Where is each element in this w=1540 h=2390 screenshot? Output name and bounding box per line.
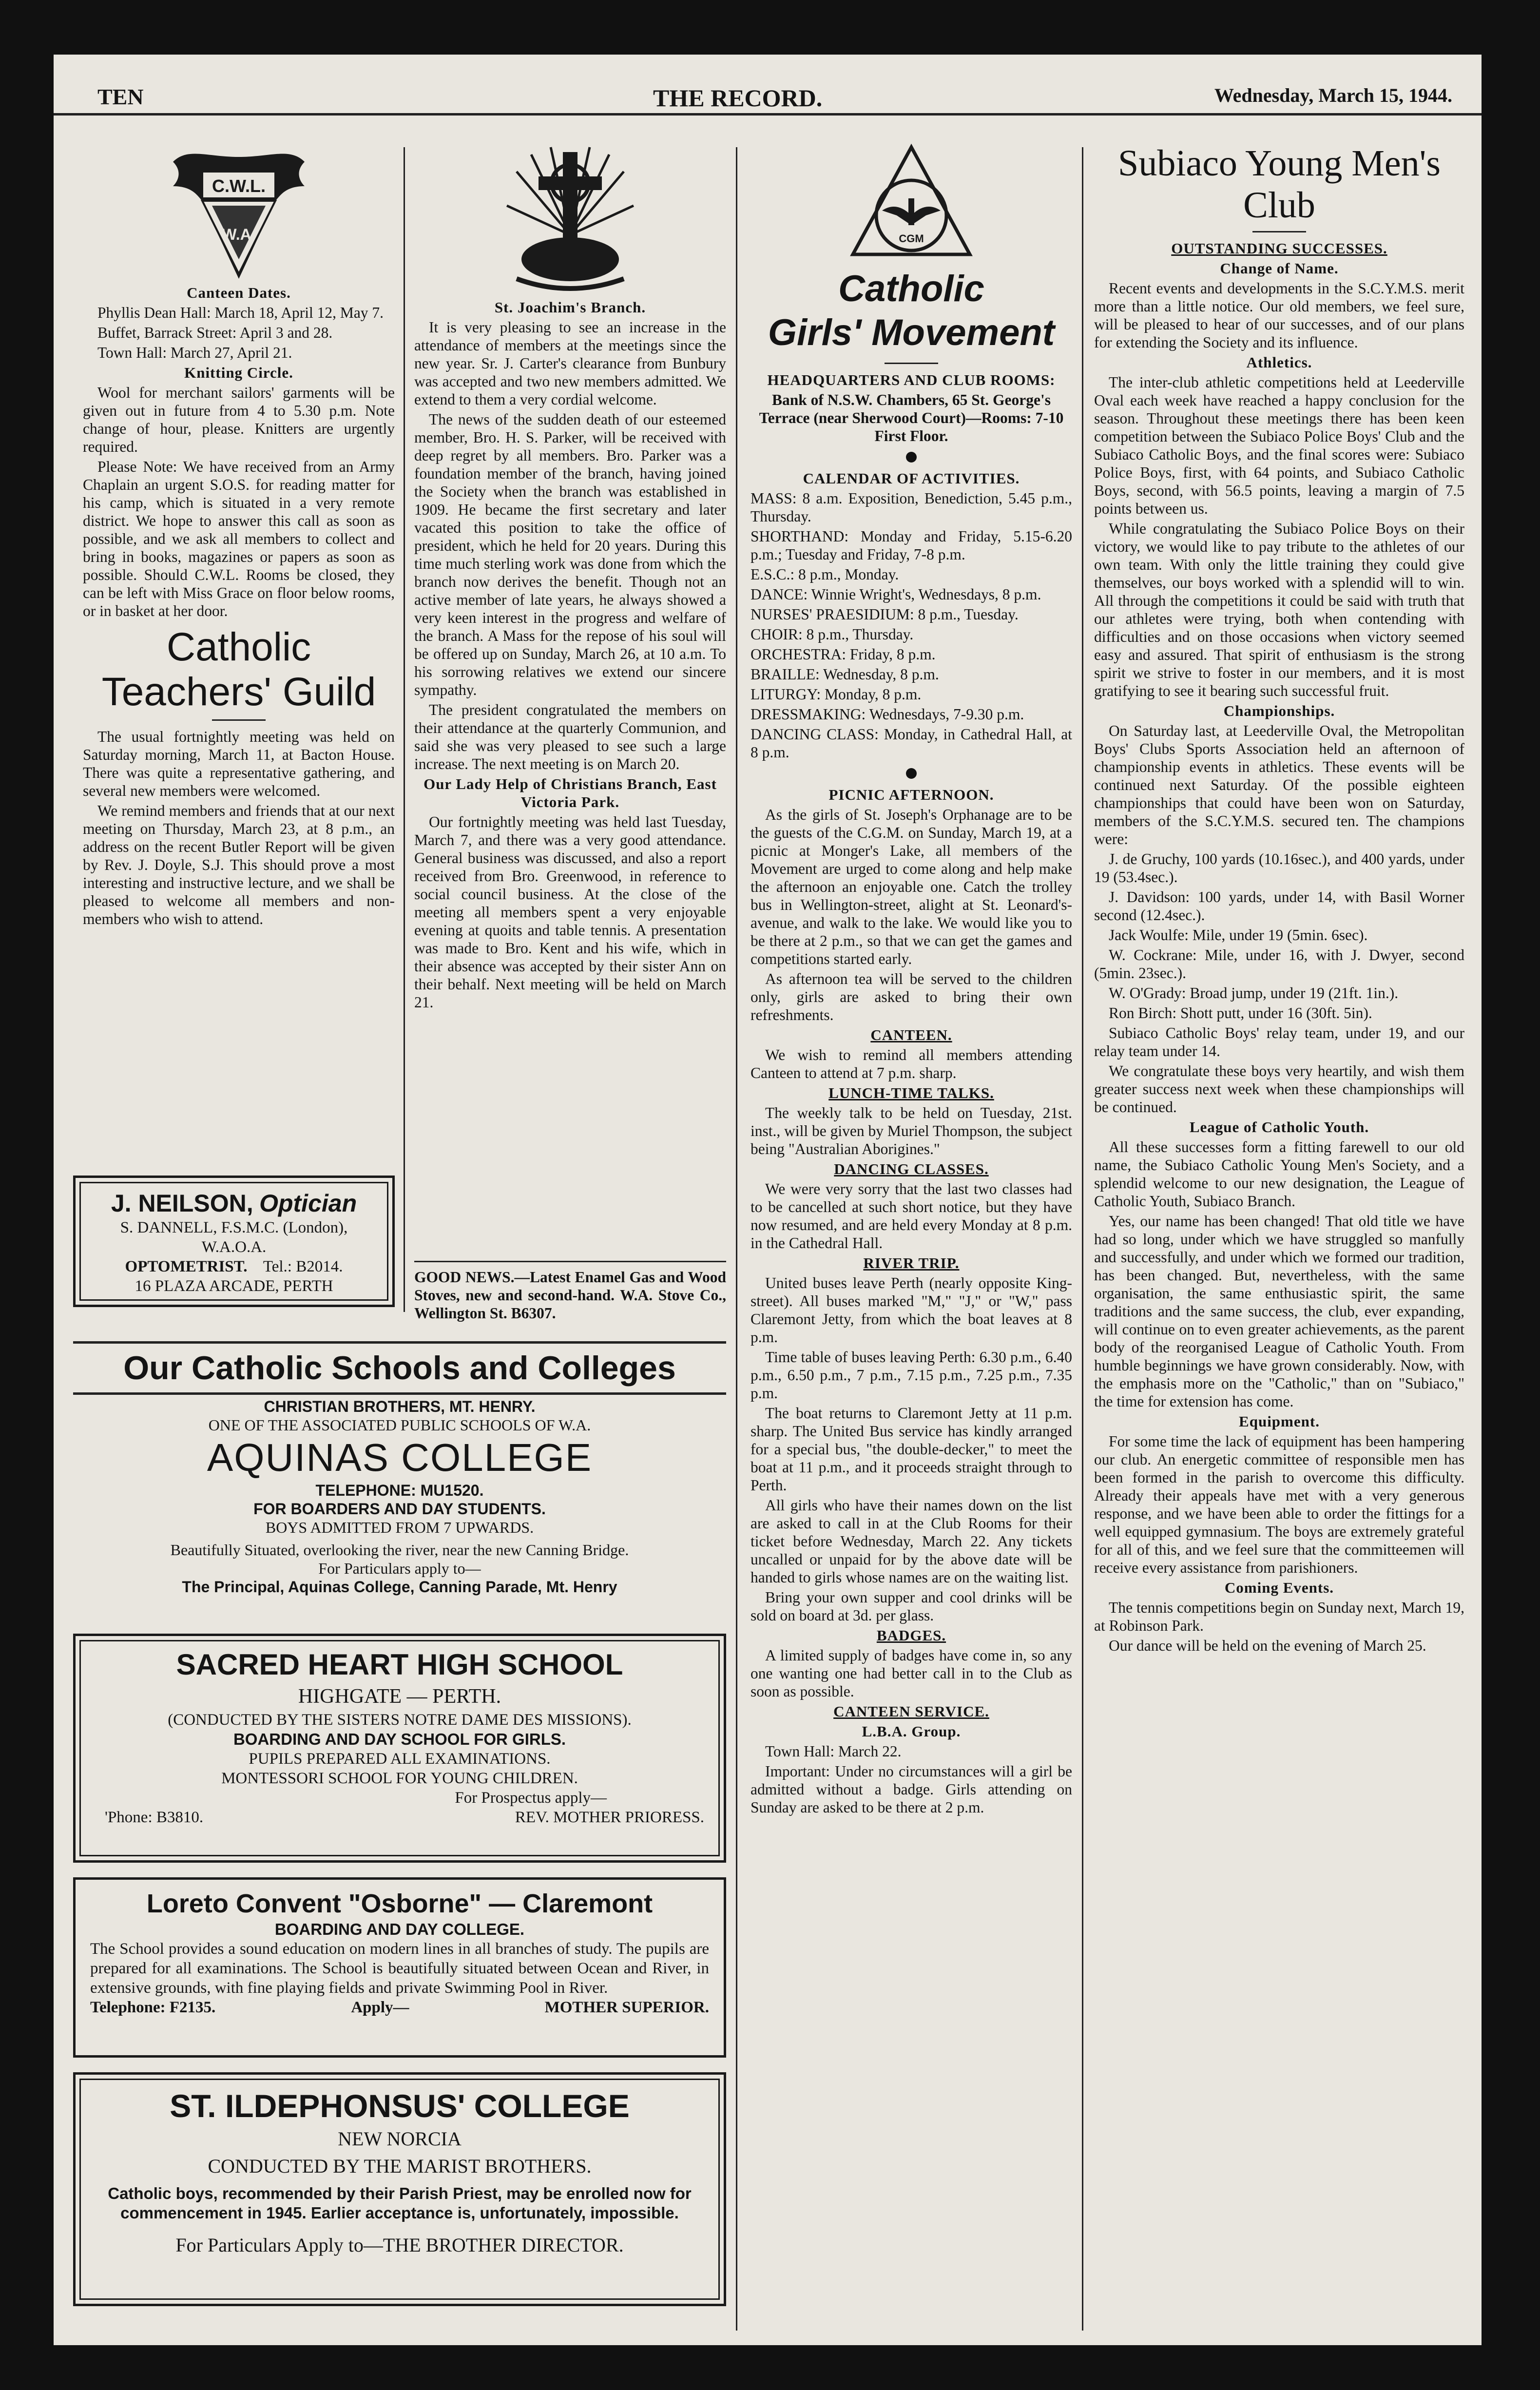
- calendar-item: LITURGY: Monday, 8 p.m.: [751, 686, 922, 703]
- champion-item: Subiaco Catholic Boys' relay team, under 19, and our relay team under 14.: [1094, 1024, 1464, 1060]
- calendar-item: NURSES' PRAESIDIUM: 8 p.m., Tuesday.: [751, 606, 1019, 623]
- cgm-paragraph: Town Hall: March 22.: [765, 1743, 902, 1760]
- ildephonsus-text: Catholic boys, recommended by their Parish Priest, may be enrolled now for commencement in 1945. Earlier acceptance is, unfortunately, impossible.: [108, 2184, 692, 2222]
- canteen-date-item: Buffet, Barrack Street: April 3 and 28.: [97, 324, 333, 341]
- champion-item: W. O'Grady: Broad jump, under 19 (21ft. 1in.).: [1109, 984, 1399, 1002]
- section-rule: [73, 1341, 726, 1344]
- aquinas-principal: The Principal, Aquinas College, Canning Parade, Mt. Henry: [182, 1578, 617, 1596]
- cgm-paragraph: We wish to remind all members attending Canteen to attend at 7 p.m. sharp.: [751, 1046, 1072, 1081]
- aquinas-ad: [73, 1397, 726, 1596]
- athletics-heading: Athletics.: [1246, 354, 1312, 371]
- hq-text: Bank of N.S.W. Chambers, 65 St. George's Terrace (near Sherwood Court)—Rooms: 7-10 First Floor.: [759, 391, 1064, 444]
- aquinas-line: Beautifully Situated, overlooking the river, near the new Canning Bridge.: [170, 1541, 629, 1559]
- successes-heading: OUTSTANDING SUCCESSES.: [1171, 240, 1387, 257]
- club-paragraph: Yes, our name has been changed! That old title we have had so long, under which we have struggled so manfully and successfully, and under which we formed our tradition, has been changed. But, nevertheless, with the same organisation, the same enthusiastic spirit, the same traditions and the same success, the club, ever expanding, will continue on to even greater achievements, as the parent body of the reorganised League of Catholic Youth. From humble beginnings we have grown considerably. Now, with the emphasis more on the "Catholic," than on "Subiaco," the time for extension has come.: [1094, 1213, 1464, 1410]
- guild-paragraph: The usual fortnightly meeting was held on Saturday morning, March 11, at Bacton House. There was quite a representative gathering, and several new members were welcomed.: [83, 728, 395, 799]
- service-subheading: L.B.A. Group.: [862, 1723, 961, 1740]
- club-paragraph: All these successes form a fitting farewell to our old name, the Subiaco Catholic Young Men's Society, and a splendid welcome to our new designation, the League of Catholic Youth, Subiaco Branch.: [1094, 1138, 1464, 1210]
- ildephonsus-name: ST. ILDEPHONSUS' COLLEGE: [170, 2088, 630, 2124]
- stove-ad: [414, 1268, 726, 1324]
- name-heading: Change of Name.: [1220, 260, 1339, 277]
- calendar-item: MASS: 8 a.m. Exposition, Benediction, 5.45 p.m., Thursday.: [751, 490, 1072, 525]
- branch-paragraph: The news of the sudden death of our esteemed member, Bro. H. S. Parker, will be received with deep regret by all members. Bro. Parker was a foundation member of the branch, having joined the Society when the branch was established in 1909. He became the first secretary and later vacated this position to take the office of president, which he held for 20 years. During this time much sterling work was done from which the branch now derives the benefit. Though not an active member of late years, he always showed a very keen interest in the progress and welfare of the branch. A Mass for the repose of his soul will be offered up on Sunday, March 26, at 10 a.m. To his sorrowing relatives we extend our sincere sympathy.: [414, 411, 726, 698]
- dancing-heading: DANCING CLASSES.: [834, 1160, 989, 1177]
- badges-heading: BADGES.: [876, 1627, 946, 1644]
- optician-name: J. NEILSON,: [111, 1190, 253, 1217]
- optician-ad: [73, 1176, 395, 1307]
- canteen-date-item: Town Hall: March 27, April 21.: [97, 344, 292, 361]
- svg-text:W.A.: W.A.: [222, 226, 256, 243]
- knitting-heading: Knitting Circle.: [184, 364, 293, 381]
- club-paragraph: Our dance will be held on the evening of March 25.: [1109, 1637, 1426, 1654]
- league-heading: League of Catholic Youth.: [1189, 1118, 1369, 1136]
- club-paragraph: Recent events and developments in the S.C.Y.M.S. merit more than a little notice. Our old members, we feel sure, will be pleased to hear of our successes, and of our plans for extending the Society and its influence.: [1094, 280, 1464, 351]
- calendar-item: DANCE: Winnie Wright's, Wednesdays, 8 p.m.: [751, 586, 1041, 603]
- sacred-heart-line: PUPILS PREPARED ALL EXAMINATIONS.: [249, 1750, 551, 1768]
- champion-item: J. de Gruchy, 100 yards (10.16sec.), and 400 yards, under 19 (53.4sec.).: [1094, 850, 1464, 886]
- calendar-item: DRESSMAKING: Wednesdays, 7-9.30 p.m.: [751, 706, 1024, 723]
- loreto-text: The School provides a sound education on modern lines in all branches of study. The pupils are prepared for all examinations. The School is beautifully situated between Ocean and River, in extensive grounds, with fine playing fields and private Swimming Pool in River.: [90, 1940, 709, 1997]
- stove-ad-text: GOOD NEWS.—Latest Enamel Gas and Wood Stoves, new and second-hand. W.A. Stove Co., Wellington St. B6307.: [414, 1269, 726, 1322]
- cgm-paragraph: The boat returns to Claremont Jetty at 11 p.m. sharp. The United Bus service has kindly arranged for a special bus, "the double-decker," to meet the boat at 11 p.m., and it proceeds straight through to Perth.: [751, 1405, 1072, 1494]
- loreto-phone: Telephone: F2135.: [90, 1999, 216, 2016]
- st-joachim-heading: St. Joachim's Branch.: [494, 299, 646, 316]
- aquinas-line: ONE OF THE ASSOCIATED PUBLIC SCHOOLS OF W.A.: [208, 1416, 591, 1434]
- canteen-dates-heading: Canteen Dates.: [187, 284, 291, 301]
- optician-line: S. DANNELL, F.S.M.C. (London),: [120, 1219, 348, 1236]
- cgm-paragraph: As the girls of St. Joseph's Orphanage are to be the guests of the C.G.M. on Sunday, March 19, at a picnic at Monger's Lake, all members of the Movement are urged to come along and help make the afternoon an enjoyable one. Catch the trolley bus in Wellington-street, alight at St. Leonard's-avenue, and walk to the lake. We would like you to be there at 2 p.m., so that we can get the games and competitions started early.: [751, 806, 1072, 967]
- svg-text:C.W.L.: C.W.L.: [212, 176, 266, 196]
- cgm-paragraph: We were very sorry that the last two classes had to be cancelled at such short notice, but they have now resumed, and are held every Monday at 8 p.m. in the Cathedral Hall.: [751, 1180, 1072, 1252]
- service-heading: CANTEEN SERVICE.: [833, 1703, 989, 1720]
- champion-item: J. Davidson: 100 yards, under 14, with Basil Worner second (12.4sec.).: [1094, 888, 1464, 924]
- teachers-guild-title: Catholic Teachers' Guild: [101, 625, 376, 714]
- paper-title: THE RECORD.: [653, 84, 823, 112]
- bullet-dot: [906, 452, 917, 463]
- loreto-ad: [73, 1877, 726, 2058]
- sacred-heart-ad: [73, 1634, 726, 1863]
- masthead: [54, 84, 1482, 116]
- section-rule: [73, 1392, 726, 1395]
- issue-date: Wednesday, March 15, 1944.: [1214, 84, 1452, 106]
- cgm-paragraph: United buses leave Perth (nearly opposite King-street). All buses marked "M," "J," or "W," pass Claremont Jetty, from which the boat leaves at 8 p.m.: [751, 1274, 1072, 1346]
- branch-paragraph: Our fortnightly meeting was held last Tuesday, March 7, and there was a very good attendance. General business was discussed, and also a report received from Bro. Greenwood, in reference to social council business. At the close of the meeting all members spent a very enjoyable evening at quoits and table tennis. A presentation was made to Bro. Kent and his wife, which in their absence was accepted by their sister Ann on their behalf. Next meeting will be held on March 21.: [414, 813, 726, 1011]
- calendar-item: SHORTHAND: Monday and Friday, 5.15-6.20 p.m.; Tuesday and Friday, 7-8 p.m.: [751, 528, 1072, 563]
- optician-title: Optician: [259, 1190, 357, 1217]
- club-paragraph: For some time the lack of equipment has been hampering our club. An energetic committee of responsible men has been formed in the parish to overcome this difficulty. Already their appeals have met with a very generous response, and we have been able to order the fittings for a well equipped gymnasium. The boys are extremely grateful for all of this, and we feel sure that the committeemen will receive every assistance from parishioners.: [1094, 1433, 1464, 1576]
- sacred-heart-line: (CONDUCTED BY THE SISTERS NOTRE DAME DES MISSIONS).: [168, 1711, 632, 1729]
- cgm-paragraph: All girls who have their names down on the list are asked to call in at the Club Rooms for their ticket before Wednesday, March 22. Any tickets uncalled or unpaid for by the above date will be handed to girls whose names are on the waiting list.: [751, 1497, 1072, 1586]
- events-heading: Coming Events.: [1224, 1579, 1334, 1596]
- optician-line: OPTOMETRIST.: [125, 1258, 248, 1275]
- bullet-dot: [906, 768, 917, 779]
- cwl-badge-icon: [158, 142, 319, 284]
- club-paragraph: The tennis competitions begin on Sunday next, March 19, at Robinson Park.: [1094, 1599, 1464, 1634]
- sacred-heart-line: BOARDING AND DAY SCHOOL FOR GIRLS.: [233, 1730, 566, 1748]
- svg-text:CGM: CGM: [899, 232, 924, 245]
- championships-heading: Championships.: [1223, 702, 1335, 719]
- sacred-heart-prioress: REV. MOTHER PRIORESS.: [515, 1809, 704, 1826]
- optician-address: 16 PLAZA ARCADE, PERTH: [135, 1277, 333, 1295]
- loreto-apply: Apply—: [351, 1999, 409, 2016]
- club-paragraph: While congratulating the Subiaco Police Boys on their victory, we would like to pay tribute to the athletes of our own team. With only the little training they could give themselves, our boys worked with a splendid will to win. All through the competitions it could be said with truth that our athletes were trying, both when contending with difficulties and on those occasions when victory seemed easy and assured. That spirit of enthusiasm is the strong spirit we strive to foster in our members, and it is most gratifying to see it bearing such successful fruit.: [1094, 520, 1464, 699]
- knitting-text: Wool for merchant sailors' garments will be given out in future from 4 to 5.30 p.m. Note change of hour, please. Knitters are urgently required.: [83, 384, 395, 455]
- lady-help-heading: Our Lady Help of Christians Branch, East Victoria Park.: [424, 775, 717, 810]
- column-rule: [404, 147, 405, 1312]
- loreto-name: Loreto Convent "Osborne" — Claremont: [146, 1889, 653, 1918]
- cgm-paragraph: Bring your own supper and cool drinks will be sold on board at 3d. per glass.: [751, 1589, 1072, 1624]
- ad-rule: [414, 1261, 726, 1262]
- champion-item: Ron Birch: Shott putt, under 16 (30ft. 5in).: [1109, 1004, 1372, 1022]
- aquinas-line: BOYS ADMITTED FROM 7 UPWARDS.: [265, 1519, 534, 1536]
- champion-item: We congratulate these boys very heartily, and wish them greater success next week when these championships will be continued.: [1094, 1062, 1464, 1116]
- optician-phone: Tel.: B2014.: [263, 1258, 343, 1275]
- canteen-heading: CANTEEN.: [870, 1026, 952, 1043]
- champion-item: W. Cockrane: Mile, under 16, with J. Dwyer, second (5min. 23sec.).: [1094, 946, 1464, 982]
- club-paragraph: The inter-club athletic competitions held at Leederville Oval each week have reached a happy conclusion for the season. Throughout these meetings there has been keen competition between the Subiaco Police Boys' Club and the Subiaco Catholic Boys, and the final scores were: Subiaco Police Boys, first, with 64 points, and Subiaco Catholic Boys, second, with 56.5 points, leaving a margin of 7.5 points between us.: [1094, 374, 1464, 517]
- newspaper-page: [54, 55, 1482, 2345]
- loreto-board: BOARDING AND DAY COLLEGE.: [274, 1920, 525, 1938]
- cwl-column: [83, 142, 395, 930]
- club-paragraph: On Saturday last, at Leederville Oval, the Metropolitan Boys' Clubs Sports Association held an afternoon of championship events in athletics. These events will be continued next Saturday. Of the possible eighteen championships that could have been won on Saturday, members of the S.C.Y.M.S. secured ten. The champions were:: [1094, 722, 1464, 848]
- short-rule: [885, 363, 938, 364]
- sacred-heart-phone: 'Phone: B3810.: [105, 1809, 204, 1826]
- picnic-heading: PICNIC AFTERNOON.: [828, 786, 994, 803]
- subiaco-column: [1094, 137, 1464, 1657]
- calendar-item: CHOIR: 8 p.m., Thursday.: [751, 626, 914, 643]
- schools-banner: Our Catholic Schools and Colleges: [123, 1349, 676, 1387]
- calendar-item: ORCHESTRA: Friday, 8 p.m.: [751, 646, 936, 663]
- ildephonsus-place: NEW NORCIA: [338, 2128, 462, 2150]
- champion-item: Jack Woulfe: Mile, under 19 (5min. 6sec).: [1109, 926, 1368, 944]
- lunch-heading: LUNCH-TIME TALKS.: [828, 1084, 994, 1101]
- page-number: TEN: [97, 84, 144, 109]
- calendar-item: DANCING CLASS: Monday, in Cathedral Hall, at 8 p.m.: [751, 726, 1072, 761]
- society-crest-icon: [497, 142, 643, 298]
- cgm-paragraph: The weekly talk to be held on Tuesday, 21st. inst., will be given by Muriel Thompson, the subject being "Australian Aborigines.": [751, 1104, 1072, 1157]
- short-rule: [212, 719, 266, 721]
- aquinas-name: AQUINAS COLLEGE: [207, 1436, 593, 1479]
- ildephonsus-cond: CONDUCTED BY THE MARIST BROTHERS.: [208, 2155, 592, 2177]
- cgm-title-line2: Girls' Movement: [768, 312, 1055, 353]
- aquinas-line: FOR BOARDERS AND DAY STUDENTS.: [253, 1500, 546, 1518]
- cgm-paragraph: A limited supply of badges have come in, so any one wanting one had better call in to the Club as soon as possible.: [751, 1647, 1072, 1700]
- equipment-heading: Equipment.: [1239, 1413, 1320, 1430]
- branch-paragraph: It is very pleasing to see an increase in the attendance of members at the meetings since the new year. Sr. J. Carter's clearance from Bunbury was accepted and two new members admitted. We extend to them a very cordial welcome.: [414, 319, 726, 408]
- cgm-paragraph: Important: Under no circumstances will a girl be admitted without a badge. Girls attending on Sunday are asked to be there at 2 p.m.: [751, 1763, 1072, 1816]
- river-heading: RIVER TRIP.: [863, 1254, 960, 1272]
- canteen-date-item: Phyllis Dean Hall: March 18, April 12, May 7.: [97, 304, 384, 321]
- cgm-title-line1: Catholic: [838, 268, 984, 309]
- aquinas-line: CHRISTIAN BROTHERS, MT. HENRY.: [264, 1398, 536, 1415]
- note-text: Please Note: We have received from an Army Chaplain an urgent S.O.S. for reading matter for his camp, which is situated in a very remote district. We hope to answer this call as soon as possible, and we ask all members to collect and bring in books, magazines or papers as soon as possible. Should C.W.L. Rooms be closed, they can be left with Miss Grace on floor below rooms, or in basket at her door.: [83, 458, 395, 619]
- sacred-heart-name: SACRED HEART HIGH SCHOOL: [176, 1648, 623, 1681]
- column-rule: [1082, 147, 1083, 2331]
- column-rule: [736, 147, 737, 2331]
- loreto-superior: MOTHER SUPERIOR.: [544, 1999, 709, 2016]
- cgm-paragraph: Time table of buses leaving Perth: 6.30 p.m., 6.40 p.m., 6.50 p.m., 7 p.m., 7.15 p.m., 7.25 p.m., 7.35 p.m.: [751, 1349, 1072, 1402]
- aquinas-line: For Particulars apply to—: [318, 1560, 481, 1577]
- sacred-heart-line: HIGHGATE — PERTH.: [298, 1685, 501, 1708]
- ildephonsus-ad: [73, 2072, 726, 2306]
- svp-column: [414, 142, 726, 1013]
- aquinas-phone: TELEPHONE: MU1520.: [315, 1482, 484, 1499]
- cgm-emblem-icon: [848, 142, 975, 264]
- guild-paragraph: We remind members and friends that at our next meeting on Thursday, March 23, at 8 p.m., an address on the recent Butler Report will be given by Rev. J. Doyle, S.J. This should prove a most interesting and instructive lecture, and we shall be pleased to welcome all members and non-members who wish to attend.: [83, 802, 395, 927]
- ildephonsus-apply: For Particulars Apply to—THE BROTHER DIRECTOR.: [175, 2234, 624, 2256]
- sacred-heart-line: MONTESSORI SCHOOL FOR YOUNG CHILDREN.: [221, 1770, 578, 1787]
- cgm-paragraph: As afternoon tea will be served to the children only, girls are asked to bring their own refreshments.: [751, 970, 1072, 1023]
- cgm-column: [751, 142, 1072, 1818]
- optician-line: W.A.O.A.: [201, 1238, 267, 1256]
- subiaco-club-title: Subiaco Young Men's Club: [1118, 143, 1441, 226]
- branch-paragraph: The president congratulated the members on their attendance at the quarterly Communion, and said she was very pleased to see such a large increase. The next meeting is on March 20.: [414, 701, 726, 772]
- short-rule: [1252, 231, 1306, 232]
- hq-heading: HEADQUARTERS AND CLUB ROOMS:: [767, 371, 1056, 388]
- sacred-heart-line: For Prospectus apply—: [455, 1789, 607, 1807]
- calendar-item: E.S.C.: 8 p.m., Monday.: [751, 566, 899, 583]
- calendar-heading: CALENDAR OF ACTIVITIES.: [803, 470, 1020, 487]
- calendar-item: BRAILLE: Wednesday, 8 p.m.: [751, 666, 939, 683]
